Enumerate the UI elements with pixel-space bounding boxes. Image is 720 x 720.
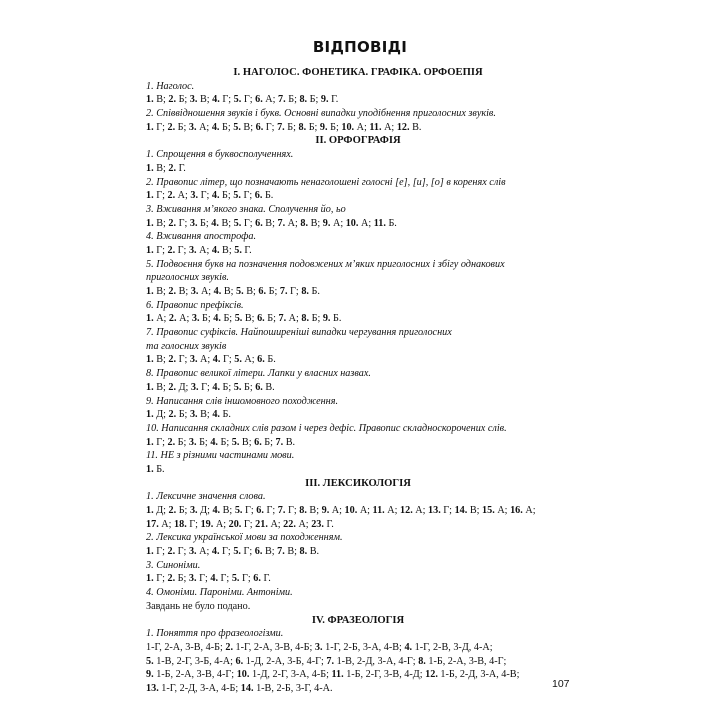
answer-line: 1. В; 2. Г. (146, 162, 186, 174)
subsection-title: 1. Спрощення в буквосполученнях. (146, 149, 294, 161)
section-heading: IV. ФРАЗЕОЛОГІЯ (311, 614, 405, 626)
note-line: Завдань не було подано. (146, 600, 251, 612)
answer-line: 1. В; 2. Д; 3. Г; 4. Б; 5. Б; 6. В. (146, 381, 275, 393)
answer-line: 17. А; 18. Г; 19. А; 20. Г; 21. А; 22. А; 23. Г. (146, 518, 334, 530)
answer-line: 1. Г; 2. Б; 3. А; 4. Б; 5. В; 6. Г; 7. Б; 8. Б; 9. Б; 10. А; 11. А; 12. В. (146, 121, 422, 133)
answer-line: 1. Г; 2. Г; 3. А; 4. Г; 5. Г; 6. В; 7. В; 8. В. (146, 546, 320, 558)
answer-line: 1. В; 2. В; 3. А; 4. В; 5. В; 6. Б; 7. Г; 8. Б. (146, 286, 320, 297)
subsection-title: 1. Поняття про фразеологізми. (146, 628, 284, 640)
answer-line: 1. В; 2. Г; 3. А; 4. Г; 5. А; 6. Б. (146, 354, 276, 366)
subsection-title: 4. Омоніми. Пароніми. Антоніми. (146, 587, 293, 599)
subsection-title: 5. Подвоєння букв на позначення подовжених м’яких приголосних і збігу однакових (146, 258, 505, 270)
answer-line: 1. Г; 2. А; 3. Г; 4. Б; 5. Г; 6. Б. (146, 190, 274, 202)
subsection-title: 6. Правопис префіксів. (146, 299, 244, 311)
answer-line: 1. В; 2. Г; 3. Б; 4. В; 5. Г; 6. В; 7. А; 8. В; 9. А; 10. А; 11. Б. (146, 217, 397, 229)
subsection-title: 1. Лексичне значення слова. (146, 491, 266, 503)
answer-line: 5. 1-В, 2-Г, 3-Б, 4-А; 6. 1-Д, 2-А, 3-Б, 4-Г; 7. 1-В, 2-Д, 3-А, 4-Г; 8. 1-Б, 2-А, 3-В, 4-Г; (146, 655, 507, 667)
page-number: 107 (552, 678, 570, 690)
section-heading: ІІІ. ЛЕКСИКОЛОГІЯ (305, 477, 411, 489)
section-heading: І. НАГОЛОС. ФОНЕТИКА. ГРАФІКА. ОРФОЕПІЯ (233, 67, 483, 78)
subsection-title: 2. Правопис літер, що позначають ненаголошені голосні [е], [и], [о] в коренях слів (146, 176, 506, 188)
answer-line: 1-Г, 2-А, 3-В, 4-Б; 2. 1-Г, 2-А, 3-В, 4-Б; 3. 1-Г, 2-Б, 3-А, 4-В; 4. 1-Г, 2-В, 3-Д, 4-А; (146, 641, 493, 653)
subsection-title: 11. НЕ з різними частинами мови. (146, 450, 295, 462)
subsection-title: 7. Правопис суфіксів. Найпоширеніші випадки чергування приголосних (146, 327, 452, 339)
answer-line: 13. 1-Г, 2-Д, 3-А, 4-Б; 14. 1-В, 2-Б, 3-Г, 4-А. (146, 682, 333, 694)
page-title: ВІДПОВІДІ (312, 38, 408, 56)
subsection-title: 10. Написання складних слів разом і через дефіс. Правопис складноскорочених слів. (146, 422, 507, 434)
answer-line: 1. А; 2. А; 3. Б; 4. Б; 5. В; 6. Б; 7. А; 8. Б; 9. Б. (146, 313, 342, 325)
subsection-title: 8. Правопис великої літери. Лапки у власних назвах. (146, 368, 371, 380)
answer-line: 1. В; 2. Б; 3. В; 4. Г; 5. Г; 6. А; 7. Б; 8. Б; 9. Г. (146, 94, 339, 106)
section-heading: ІІ. ОРФОГРАФІЯ (315, 135, 401, 147)
subsection-title: 9. Написання слів іншомовного походження. (146, 395, 339, 407)
subsection-title: та голосних звуків (146, 340, 227, 352)
subsection-title: 3. Синоніми. (146, 559, 201, 571)
answer-line: 1. Г; 2. Б; 3. Г; 4. Г; 5. Г; 6. Г. (146, 573, 271, 585)
subsection-title: 4. Вживання апострофа. (146, 231, 257, 243)
answer-line: 9. 1-Б, 2-А, 3-В, 4-Г; 10. 1-Д, 2-Г, 3-А, 4-Б; 11. 1-Б, 2-Г, 3-В, 4-Д; 12. 1-Б, 2-Д, 3-А, 4-В; (146, 669, 520, 681)
answer-line: 1. Д; 2. Б; 3. Д; 4. В; 5. Г; 6. Г; 7. Г; 8. В; 9. А; 10. А; 11. А; 12. А; 13. Г; 14. В; 15. А; 16. А; (146, 505, 536, 516)
answers-content (146, 66, 570, 696)
answer-line: 1. Г; 2. Г; 3. А; 4. В; 5. Г. (146, 244, 252, 256)
answer-line: 1. Б. (146, 463, 165, 475)
subsection-title: 2. Лексика української мови за походженням. (146, 532, 343, 544)
subsection-title: 2. Співвідношення звуків і букв. Основні випадки уподібнення приголосних звуків. (146, 108, 496, 120)
subsection-title: 3. Вживання м’якого знака. Сполучення йо, ьо (146, 203, 346, 215)
answer-line: 1. Г; 2. Б; 3. Б; 4. Б; 5. В; 6. Б; 7. В. (146, 436, 296, 448)
subsection-title: приголосних звуків. (146, 272, 229, 284)
answer-line: 1. Д; 2. Б; 3. В; 4. Б. (146, 409, 231, 421)
subsection-title: 1. Наголос. (146, 80, 195, 92)
